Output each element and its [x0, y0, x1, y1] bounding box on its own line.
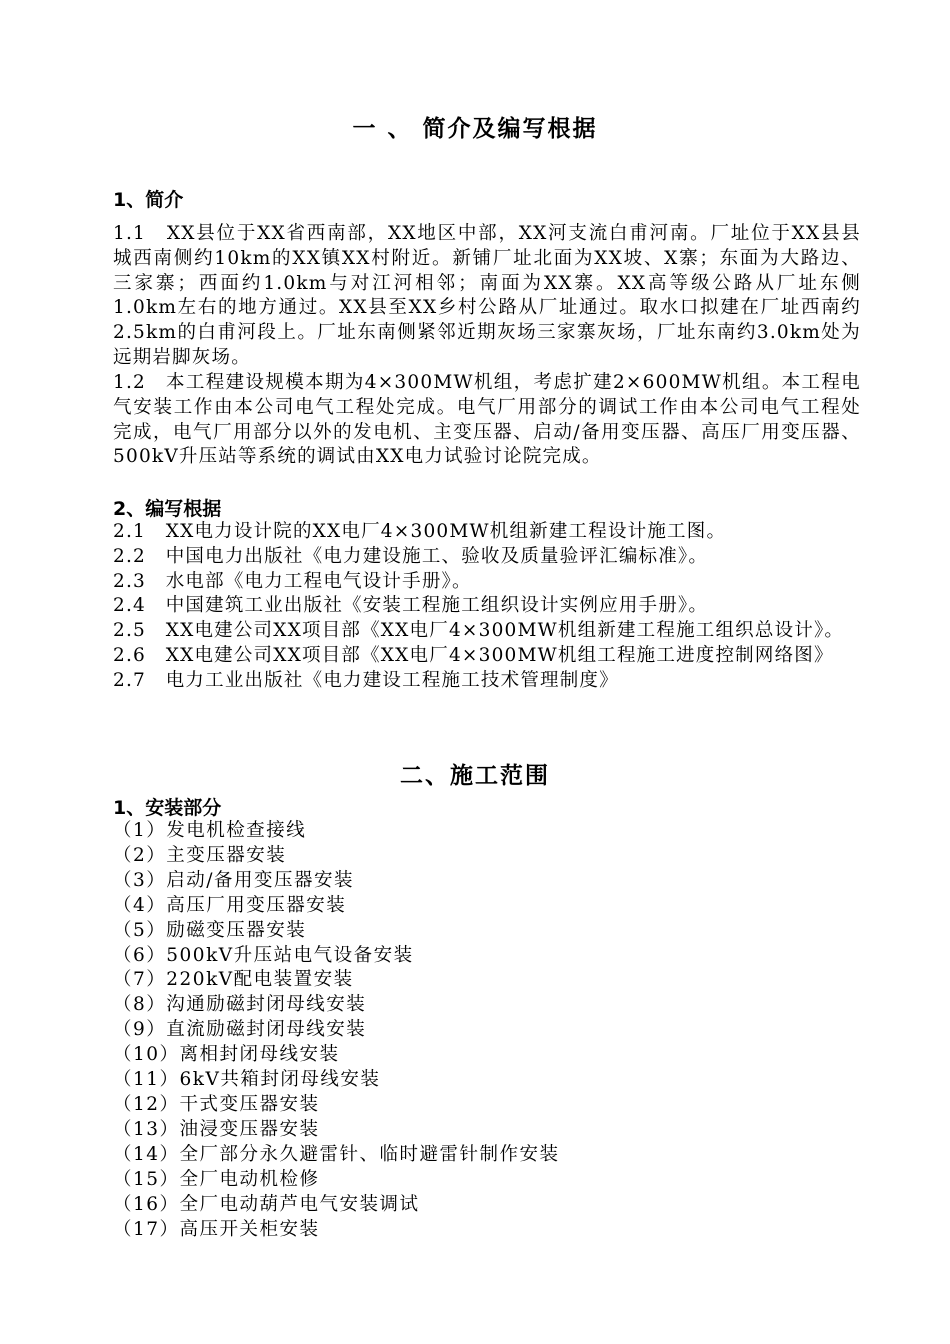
intro-heading: 1、简介 — [113, 189, 184, 211]
install-item: （2）主变压器安装 — [113, 844, 287, 866]
install-item: （17）高压开关柜安装 — [113, 1218, 320, 1240]
basis-item: 2.4 中国建筑工业出版社《安装工程施工组织设计实例应用手册》。 — [113, 595, 709, 617]
basis-item: 2.3 水电部《电力工程电气设计手册》。 — [113, 570, 472, 592]
section1-title: 一 、 简介及编写根据 — [352, 116, 598, 142]
basis-item: 2.2 中国电力出版社《电力建设施工、验收及质量验评汇编标准》。 — [113, 545, 709, 567]
install-item: （9）直流励磁封闭母线安装 — [113, 1019, 367, 1041]
section2-title: 二、施工范围 — [400, 763, 550, 789]
install-item: （10）离相封闭母线安装 — [113, 1044, 340, 1066]
install-item: （4）高压厂用变压器安装 — [113, 894, 347, 916]
install-item: （12）干式变压器安装 — [113, 1093, 320, 1115]
intro-paragraph-1-1: 1.1 XX县位于XX省西南部，XX地区中部，XX河支流白甫河南。厂址位于XX县县城西南侧约10km的XX镇XX村附近。新铺厂址北面为XX坡、X寨；东面为大路边、三家寨；西面约1.0km与对江河相邻；南面为XX寨。XX高等级公路从厂址东侧1.0km左右的地方通过。XX县至XX乡村公路从厂址通过。取水口拟建在厂址西南约2.5km的白甫河段上。厂址东南侧紧邻近期灰场三家寨灰场，厂址东南约3.0km处为远期岩脚灰场。 — [113, 223, 861, 368]
install-item: （16）全厂电动葫芦电气安装调试 — [113, 1193, 420, 1215]
basis-list — [113, 520, 861, 694]
install-list — [113, 819, 560, 1242]
intro-paragraph-1-2: 1.2 本工程建设规模本期为4×300MW机组，考虑扩建2×600MW机组。本工程电气安装工作由本公司电气工程处完成。电气厂用部分的调试工作由本公司电气工程处完成，电气厂用部分以外的发电机、主变压器、启动/备用变压器、高压厂用变压器、500kV升压站等系统的调试由XX电力试验讨论院完成。 — [113, 372, 861, 468]
install-item: （14）全厂部分永久避雷针、临时避雷针制作安装 — [113, 1143, 560, 1165]
basis-item: 2.5 XX电建公司XX项目部《XX电厂4×300MW机组新建工程施工组织总设计》。 — [113, 620, 845, 642]
install-item: （13）油浸变压器安装 — [113, 1118, 320, 1140]
basis-item: 2.7 电力工业出版社《电力建设工程施工技术管理制度》 — [113, 669, 619, 691]
install-item: （6）500kV升压站电气设备安装 — [113, 944, 414, 966]
basis-heading: 2、编写根据 — [113, 498, 222, 520]
install-item: （11）6kV共箱封闭母线安装 — [113, 1069, 381, 1091]
install-item: （7）220kV配电装置安装 — [113, 969, 354, 991]
basis-item: 2.1 XX电力设计院的XX电厂4×300MW机组新建工程设计施工图。 — [113, 521, 727, 542]
install-item: （1）发电机检查接线 — [113, 820, 307, 841]
install-item: （5）励磁变压器安装 — [113, 919, 307, 941]
basis-item: 2.6 XX电建公司XX项目部《XX电厂4×300MW机组工程施工进度控制网络图》 — [113, 644, 834, 666]
install-item: （8）沟通励磁封闭母线安装 — [113, 994, 367, 1016]
install-heading: 1、安装部分 — [113, 797, 222, 819]
install-item: （3）启动/备用变压器安装 — [113, 869, 355, 891]
install-item: （15）全厂电动机检修 — [113, 1168, 320, 1190]
